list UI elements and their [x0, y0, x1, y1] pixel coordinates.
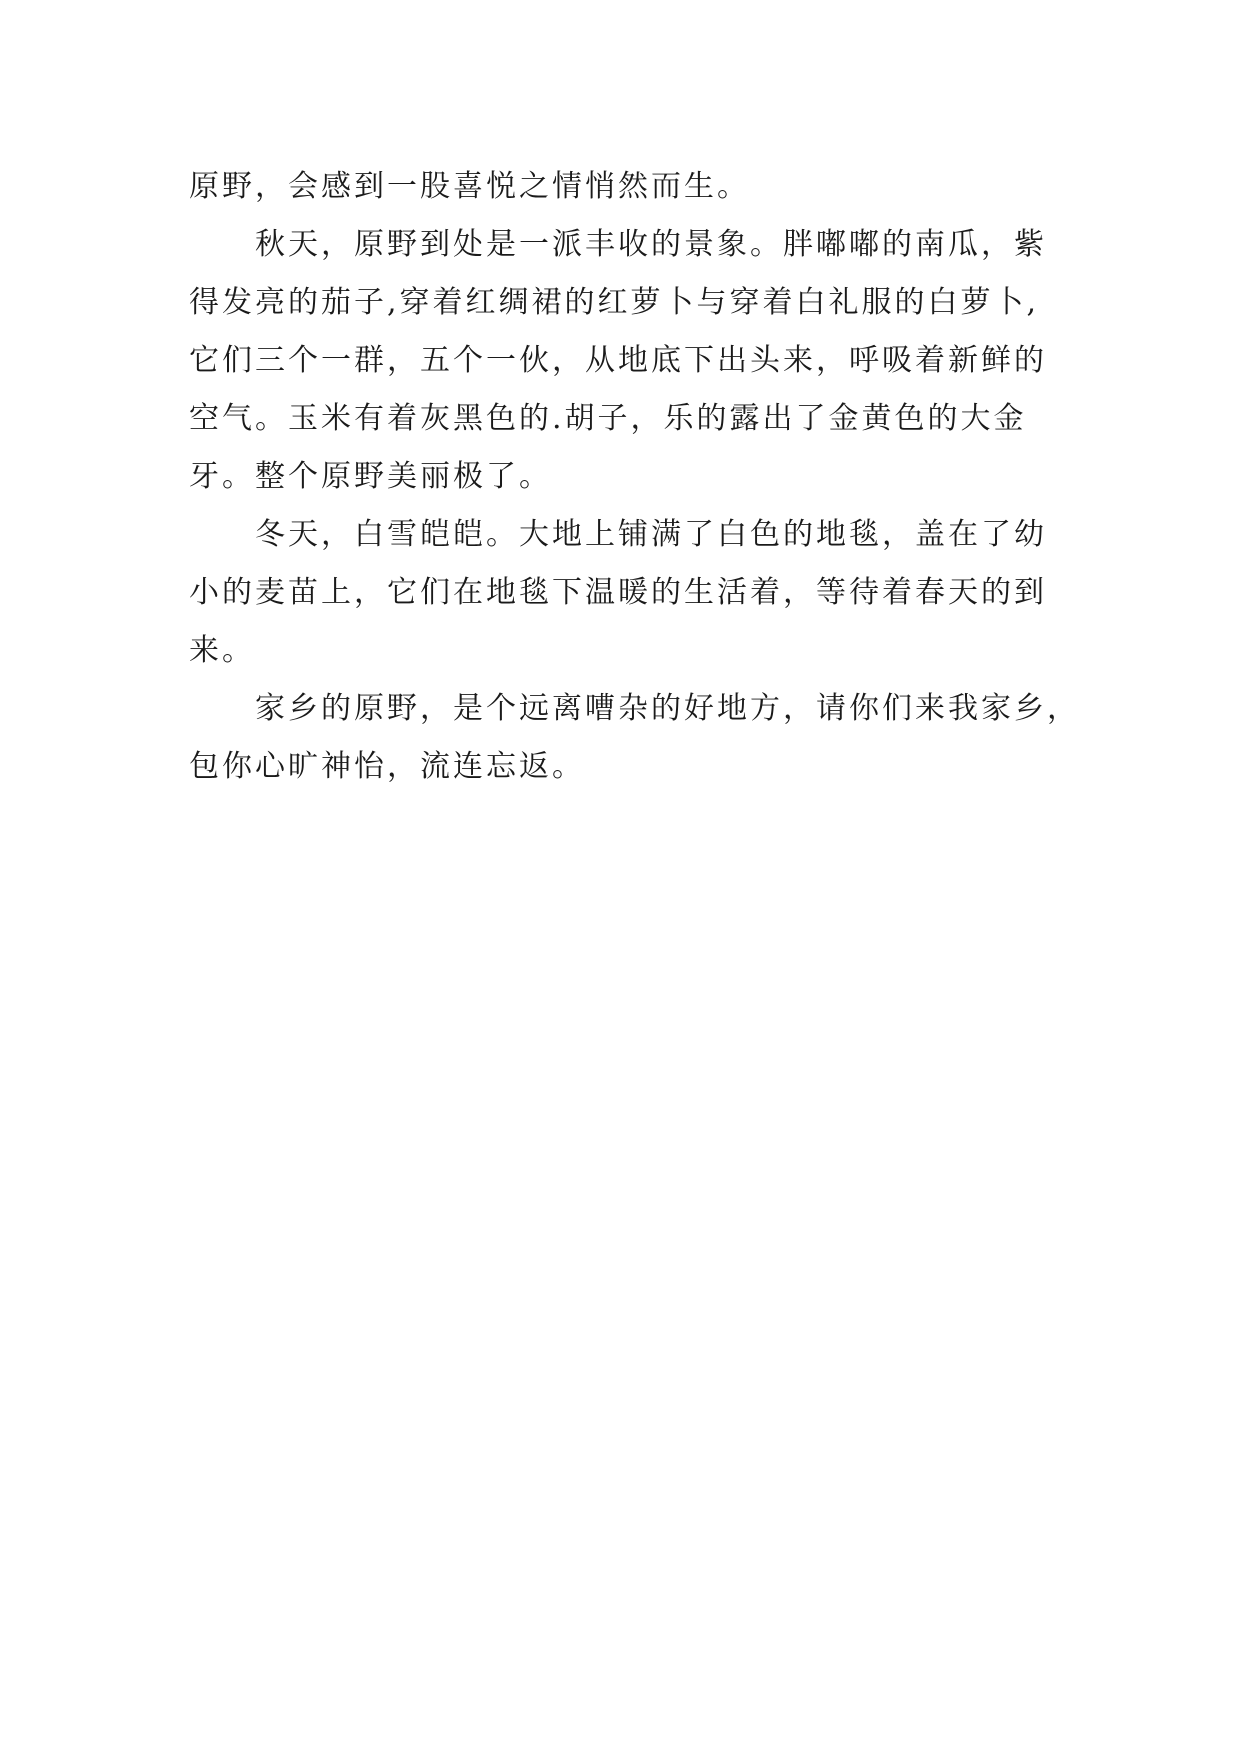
paragraph-continuation — [189, 158, 1089, 216]
text-line: 牙。整个原野美丽极了。 — [189, 459, 552, 494]
text-line: 来。 — [189, 633, 255, 668]
paragraph-autumn — [189, 216, 1089, 506]
paragraph-conclusion — [189, 680, 1089, 796]
paragraph-winter — [189, 506, 1089, 680]
text-line: 小的麦苗上，它们在地毯下温暖的生活着，等待着春天的到 — [189, 575, 1047, 610]
text-line: 得发亮的茄子,穿着红绸裙的红萝卜与穿着白礼服的白萝卜, — [189, 285, 1040, 320]
text-line: 包你心旷神怡，流连忘返。 — [189, 749, 585, 784]
text-line: 空气。玉米有着灰黑色的.胡子，乐的露出了金黄色的大金 — [189, 401, 1027, 436]
text-line: 原野，会感到一股喜悦之情悄然而生。 — [189, 169, 750, 204]
document-body — [189, 158, 1089, 796]
text-line: 它们三个一群，五个一伙，从地底下出头来，呼吸着新鲜的 — [189, 343, 1047, 378]
text-line: 秋天，原野到处是一派丰收的景象。胖嘟嘟的南瓜，紫 — [255, 227, 1047, 262]
text-line: 家乡的原野，是个远离嘈杂的好地方，请你们来我家乡， — [255, 691, 1080, 726]
text-line: 冬天，白雪皑皑。大地上铺满了白色的地毯，盖在了幼 — [255, 517, 1047, 552]
